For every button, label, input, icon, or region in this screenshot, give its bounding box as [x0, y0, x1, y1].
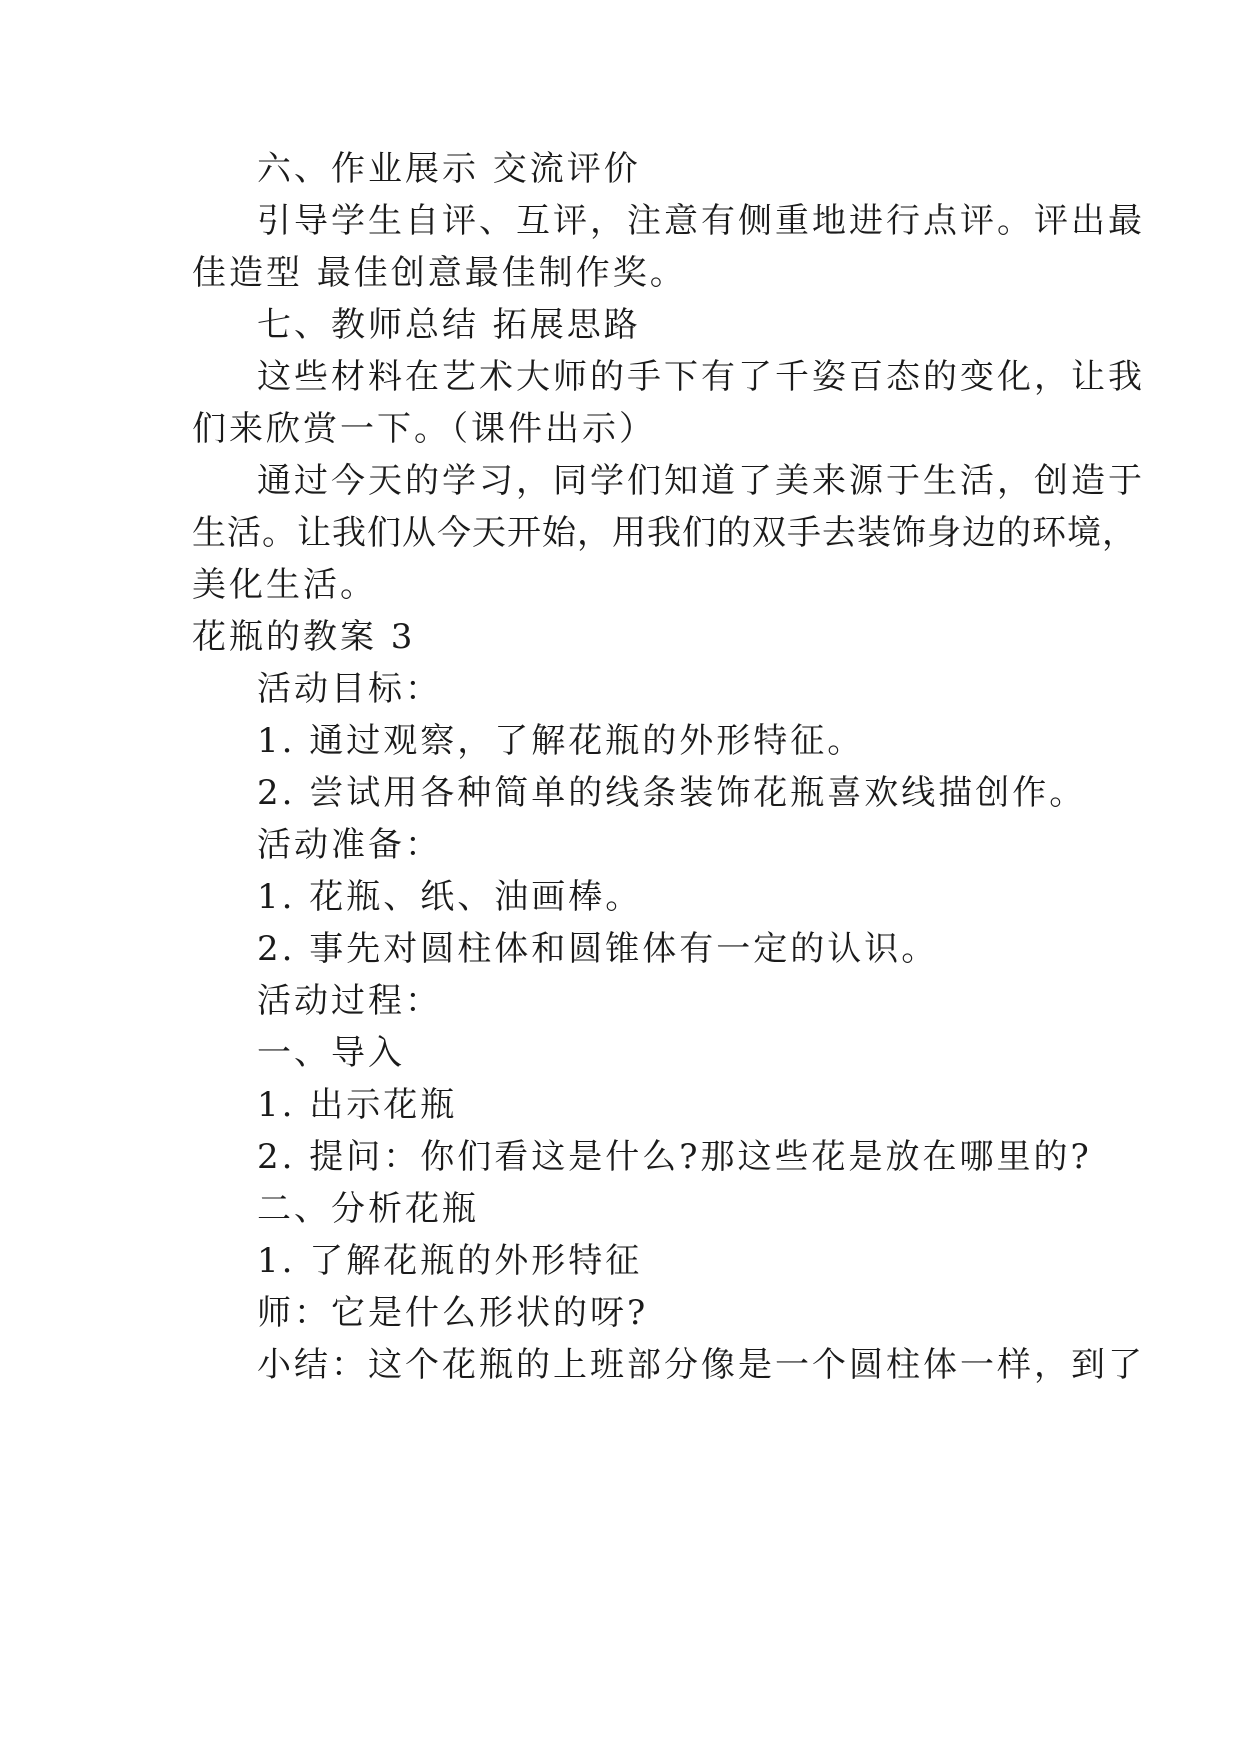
paragraph-line: 通过今天的学习，同学们知道了美来源于生活，创造于 [257, 461, 1145, 501]
subheading-objectives: 活动目标： [257, 669, 442, 709]
section-heading-seven: 七、教师总结 拓展思路 [257, 305, 641, 345]
list-item: 1. 花瓶、纸、油画棒。 [257, 877, 643, 917]
paragraph-line: 小结：这个花瓶的上班部分像是一个圆柱体一样，到了 [257, 1345, 1145, 1385]
section-heading-two: 二、分析花瓶 [257, 1189, 479, 1229]
paragraph-line: 们来欣赏一下。（课件出示） [192, 409, 656, 449]
paragraph-line: 这些材料在艺术大师的手下有了千姿百态的变化，让我 [257, 357, 1145, 397]
dialogue-line: 师：它是什么形状的呀? [257, 1293, 649, 1333]
paragraph-line: 美化生活。 [192, 565, 377, 605]
paragraph-line: 生活。让我们从今天开始，用我们的双手去装饰身边的环境， [192, 513, 1137, 553]
list-item: 2. 尝试用各种简单的线条装饰花瓶喜欢线描创作。 [257, 773, 1087, 813]
list-item: 1. 出示花瓶 [257, 1085, 458, 1125]
section-heading-six: 六、作业展示 交流评价 [257, 149, 641, 189]
list-item: 1. 了解花瓶的外形特征 [257, 1241, 643, 1281]
list-item: 2. 事先对圆柱体和圆锥体有一定的认识。 [257, 929, 939, 969]
lesson-title: 花瓶的教案 3 [192, 617, 416, 657]
subheading-preparation: 活动准备： [257, 825, 442, 865]
list-item: 1. 通过观察，了解花瓶的外形特征。 [257, 721, 865, 761]
section-heading-one: 一、导入 [257, 1033, 405, 1073]
subheading-process: 活动过程： [257, 981, 442, 1021]
paragraph-line: 佳造型 最佳创意最佳制作奖。 [192, 253, 687, 293]
paragraph-line: 引导学生自评、互评，注意有侧重地进行点评。评出最 [257, 201, 1145, 241]
list-item: 2. 提问：你们看这是什么?那这些花是放在哪里的? [257, 1137, 1092, 1177]
